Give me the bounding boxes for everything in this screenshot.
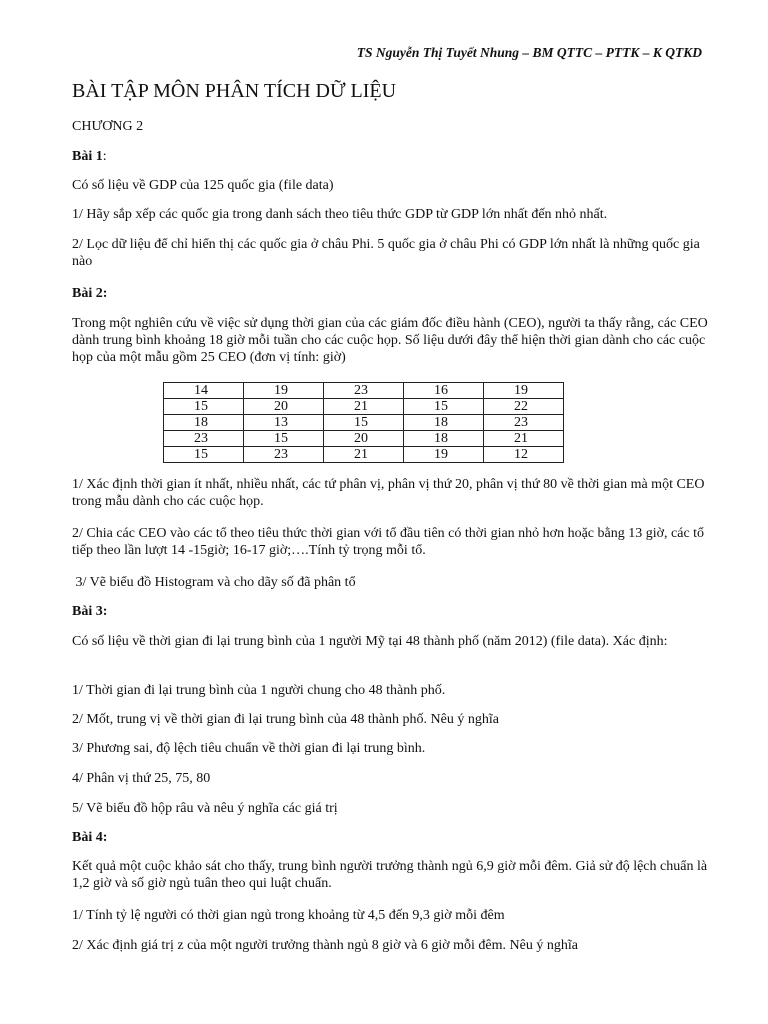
table-cell: 22 bbox=[484, 399, 564, 415]
table-cell: 13 bbox=[244, 415, 324, 431]
bai3-question-1: 1/ Thời gian đi lại trung bình của 1 người chung cho 48 thành phố. bbox=[72, 683, 446, 698]
bai1-heading-line bbox=[72, 148, 712, 165]
table-cell: 15 bbox=[244, 431, 324, 447]
table-row bbox=[164, 383, 564, 399]
table-cell: 16 bbox=[404, 383, 484, 399]
table-cell: 18 bbox=[404, 415, 484, 431]
table-cell: 23 bbox=[244, 447, 324, 463]
bai1-intro: Có số liệu về GDP của 125 quốc gia (file data) bbox=[72, 178, 334, 193]
bai1-question-1: 1/ Hãy sắp xếp các quốc gia trong danh sách theo tiêu thức GDP từ GDP lớn nhất đến nhỏ nhất. bbox=[72, 207, 608, 222]
table-row bbox=[164, 399, 564, 415]
table-cell: 23 bbox=[324, 383, 404, 399]
page-header: TS Nguyễn Thị Tuyết Nhung – BM QTTC – PTTK – K QTKD bbox=[356, 45, 702, 60]
ceo-meeting-hours-table bbox=[163, 382, 564, 463]
bai4-intro: Kết quả một cuộc khảo sát cho thấy, trung bình người trưởng thành ngủ 6,9 giờ mỗi đêm. Giả sử độ lệch chuẩn là 1,2 giờ và số giờ ngủ tuân theo qui luật chuẩn. bbox=[72, 859, 708, 891]
table-cell: 12 bbox=[484, 447, 564, 463]
bai3-question-5: 5/ Vẽ biểu đồ hộp râu và nêu ý nghĩa các giá trị bbox=[72, 801, 338, 816]
bai3-question-2: 2/ Mốt, trung vị về thời gian đi lại trung bình của 48 thành phố. Nêu ý nghĩa bbox=[72, 712, 499, 727]
table-cell: 19 bbox=[244, 383, 324, 399]
table-row bbox=[164, 431, 564, 447]
bai3-question-3: 3/ Phương sai, độ lệch tiêu chuẩn về thời gian đi lại trung bình. bbox=[72, 741, 426, 756]
bai1-question-2: 2/ Lọc dữ liệu để chỉ hiển thị các quốc gia ở châu Phi. 5 quốc gia ở châu Phi có GDP lớn nhất là những quốc gia nào bbox=[72, 237, 700, 269]
table-cell: 15 bbox=[324, 415, 404, 431]
bai2-heading: Bài 2: bbox=[72, 286, 108, 301]
bai4-heading: Bài 4: bbox=[72, 830, 108, 845]
bai4-question-1: 1/ Tính tỷ lệ người có thời gian ngủ trong khoảng từ 4,5 đến 9,3 giờ mỗi đêm bbox=[72, 908, 505, 923]
table-cell: 23 bbox=[484, 415, 564, 431]
table-cell: 19 bbox=[404, 447, 484, 463]
table-cell: 21 bbox=[324, 447, 404, 463]
table-cell: 23 bbox=[164, 431, 244, 447]
table-cell: 15 bbox=[164, 447, 244, 463]
chapter-label: CHƯƠNG 2 bbox=[72, 119, 144, 134]
table-row bbox=[164, 447, 564, 463]
bai4-question-2: 2/ Xác định giá trị z của một người trưởng thành ngủ 8 giờ và 6 giờ mỗi đêm. Nêu ý nghĩa bbox=[72, 938, 578, 953]
document-title: BÀI TẬP MÔN PHÂN TÍCH DỮ LIỆU bbox=[72, 80, 397, 102]
table-cell: 18 bbox=[164, 415, 244, 431]
bai2-intro: Trong một nghiên cứu về việc sử dụng thời gian của các giám đốc điều hành (CEO), người ta thấy rằng, các CEO dành trung bình khoảng 18 giờ mỗi tuần cho các cuộc họp. Số liệu dưới đây thể hiện thời gian dành cho các cuộc họp của một mẫu gồm 25 CEO (đơn vị tính: giờ) bbox=[72, 316, 708, 365]
bai3-heading: Bài 3: bbox=[72, 604, 108, 619]
bai2-question-1: 1/ Xác định thời gian ít nhất, nhiều nhất, các tứ phân vị, phân vị thứ 20, phân vị thứ 80 về thời gian mà một CEO trong mẫu dành cho các cuộc họp. bbox=[72, 477, 705, 509]
table-cell: 14 bbox=[164, 383, 244, 399]
bai1-heading-suffix: : bbox=[102, 149, 107, 164]
table-cell: 20 bbox=[244, 399, 324, 415]
table-cell: 15 bbox=[164, 399, 244, 415]
bai1-heading: Bài 1 bbox=[72, 149, 103, 164]
table-cell: 19 bbox=[484, 383, 564, 399]
table-row bbox=[164, 415, 564, 431]
table-cell: 18 bbox=[404, 431, 484, 447]
bai3-question-4: 4/ Phân vị thứ 25, 75, 80 bbox=[72, 771, 211, 786]
bai2-question-3: 3/ Vẽ biểu đồ Histogram và cho dãy số đã phân tổ bbox=[72, 575, 356, 590]
table-cell: 15 bbox=[404, 399, 484, 415]
table-cell: 20 bbox=[324, 431, 404, 447]
table-cell: 21 bbox=[324, 399, 404, 415]
bai3-intro: Có số liệu về thời gian đi lại trung bình của 1 người Mỹ tại 48 thành phố (năm 2012) (file data). Xác định: bbox=[72, 634, 668, 649]
bai2-question-2: 2/ Chia các CEO vào các tổ theo tiêu thức thời gian với tổ đầu tiên có thời gian nhỏ hơn hoặc bằng 13 giờ, các tổ tiếp theo lần lượt 14 -15giờ; 16-17 giờ;….Tính tỷ trọng mỗi tổ. bbox=[72, 526, 705, 558]
table-cell: 21 bbox=[484, 431, 564, 447]
